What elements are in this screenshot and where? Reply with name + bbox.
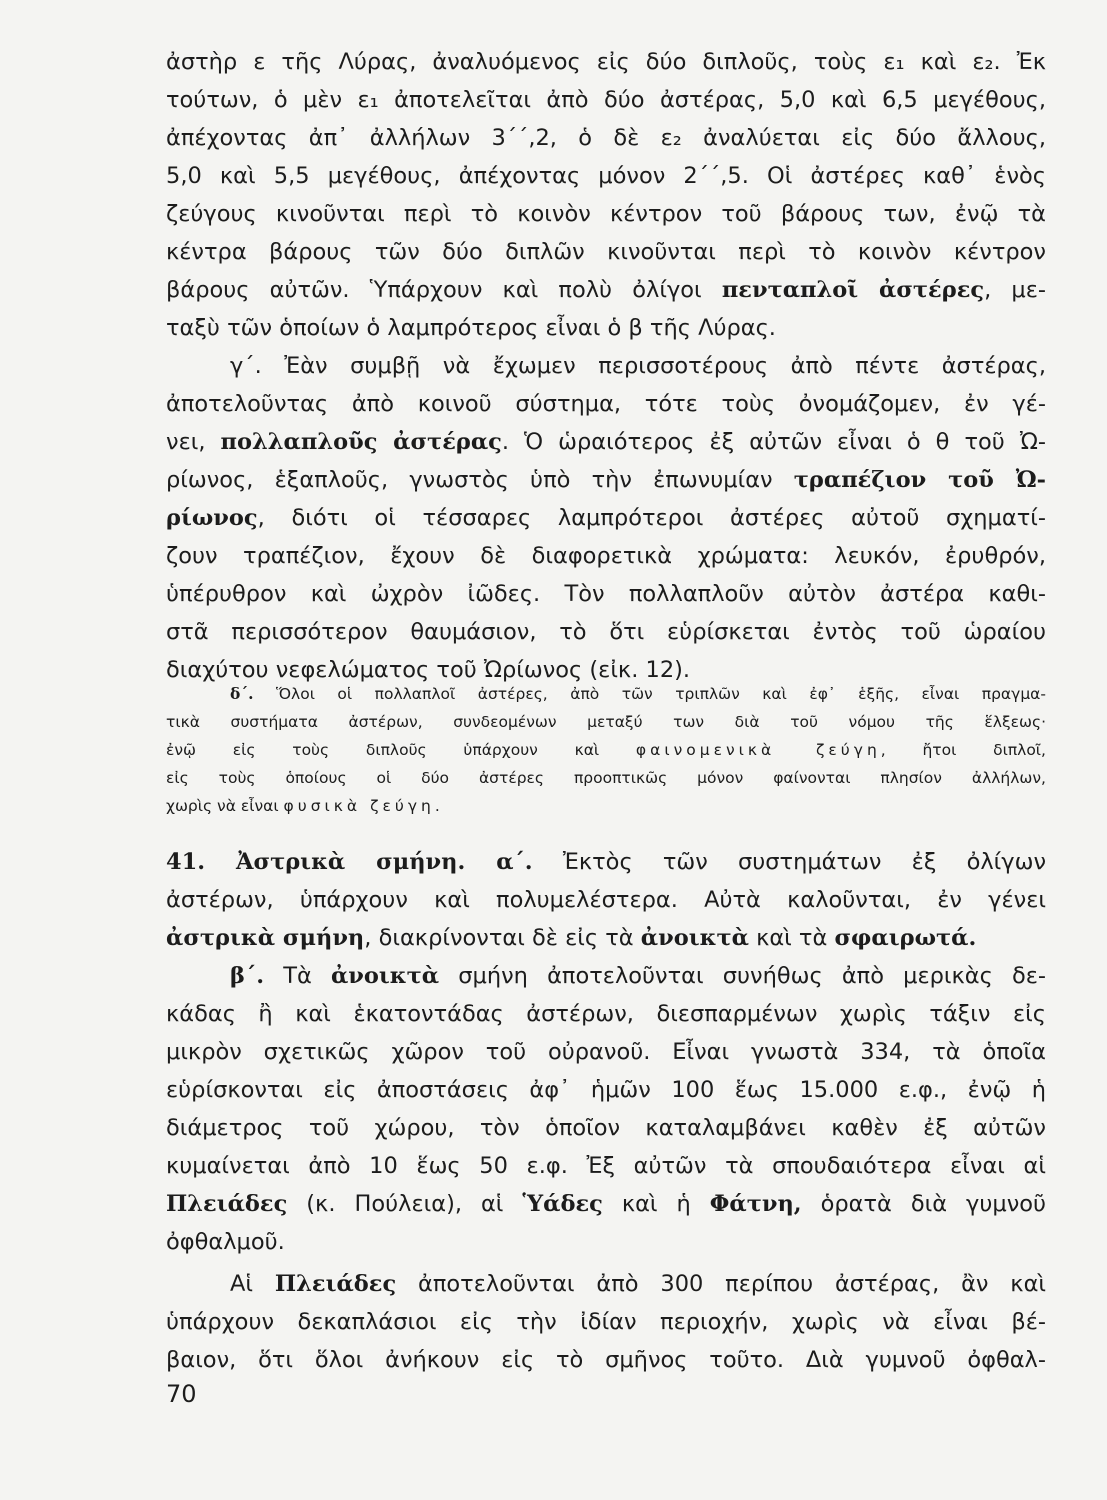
text-run: (κ. Πούλεια), αἱ <box>306 1191 504 1217</box>
text-line: κυμαίνεται ἀπὸ 10 ἕως 50 ε.φ. Ἐξ αὐτῶν τὰ σπουδαιότερα εἶναι αἱ <box>166 1153 1046 1179</box>
text-line: κέντρα βάρους τῶν δύο διπλῶν κινοῦνται περὶ τὸ κοινὸν κέντρον <box>166 239 1046 265</box>
section-heading-line <box>166 844 1046 880</box>
section-heading: 41. Ἀστρικὰ σμήνη. α΄. <box>166 849 533 875</box>
text-run: ρίωνος, ἑξαπλοῦς, γνωστὸς ὑπὸ τὴν ἐπωνυμίαν <box>166 467 773 493</box>
text-run: Ὅλοι οἱ πολλαπλοῖ ἀστέρες, ἀπὸ τῶν τριπλῶν καὶ ἐφ᾽ ἑξῆς, εἶναι πραγμα- <box>276 685 1046 703</box>
text-line: εὑρίσκονται εἰς ἀποστάσεις ἀφ᾽ ἡμῶν 100 ἕως 15.000 ε.φ., ἐνῷ ἡ <box>166 1077 1046 1103</box>
text-run: , με- <box>984 277 1046 303</box>
bold-term: Φάτνη, <box>709 1191 802 1217</box>
bold-term: ἀνοικτὰ <box>640 925 749 951</box>
text-line: διαχύτου νεφελώματος τοῦ Ὠρίωνος (εἰκ. 12). <box>166 657 691 683</box>
text-line: διάμετρος τοῦ χώρου, τὸν ὁποῖον καταλαμβάνει καθὲν ἐξ αὐτῶν <box>166 1115 1046 1141</box>
text-run: ὁρατὰ διὰ γυμνοῦ <box>820 1191 1046 1217</box>
bold-term: ρίωνος <box>166 505 258 531</box>
text-line <box>166 920 1046 956</box>
text-line <box>166 500 1046 536</box>
bold-term: δ΄. <box>230 684 254 703</box>
text-line: ἀπέχοντας ἀπ᾽ ἀλλήλων 3΄΄,2, ὁ δὲ ε₂ ἀναλύεται εἰς δύο ἄλλους, <box>166 125 1046 151</box>
text-line: τούτων, ὁ μὲν ε₁ ἀποτελεῖται ἀπὸ δύο ἀστέρας, 5,0 καὶ 6,5 μεγέθους, <box>166 87 1046 113</box>
text-run: . Ὁ ὡραιότερος ἐξ αὐτῶν εἶναι ὁ θ τοῦ Ὠ- <box>501 429 1046 455</box>
text-line <box>166 1266 1046 1302</box>
text-run: νει, <box>166 429 206 455</box>
text-line: ἀποτελοῦντας ἀπὸ κοινοῦ σύστημα, τότε τοὺς ὀνομάζομεν, ἐν γέ- <box>166 391 1046 417</box>
text-line: ὑπέρυθρον καὶ ὠχρὸν ἰῶδες. Τὸν πολλαπλοῦν αὐτὸν ἀστέρα καθι- <box>166 581 1046 607</box>
text-line <box>166 681 1046 707</box>
text-line: κάδας ἢ καὶ ἑκατοντάδας ἀστέρων, διεσπαρμένων χωρὶς τάξιν εἰς <box>166 1001 1046 1027</box>
text-line: ὑπάρχουν δεκαπλάσιοι εἰς τὴν ἰδίαν περιοχήν, χωρὶς νὰ εἶναι βέ- <box>166 1309 1046 1335</box>
text-run: Αἱ <box>230 1271 254 1297</box>
bold-term: β΄. <box>230 963 265 989</box>
text-line <box>166 1186 1046 1222</box>
text-run: ἀποτελοῦνται ἀπὸ 300 περίπου ἀστέρας, ἂν καὶ <box>418 1271 1046 1297</box>
text-run: ἐνῷ εἰς τοὺς διπλοῦς ὑπάρχουν καὶ <box>166 741 600 759</box>
spaced-term: φυσικὰ ζεύγη. <box>283 797 444 815</box>
text-line: ἀστέρων, ὑπάρχουν καὶ πολυμελέστερα. Αὐτὰ καλοῦνται, ἐν γένει <box>166 887 1046 913</box>
text-run: βάρους αὐτῶν. Ὑπάρχουν καὶ πολὺ ὀλίγοι <box>166 277 702 303</box>
text-line: βαιον, ὅτι ὅλοι ἀνήκουν εἰς τὸ σμῆνος τοῦτο. Διὰ γυμνοῦ ὀφθαλ- <box>166 1347 1046 1373</box>
text-run: , ἤτοι διπλοῖ, <box>880 741 1046 759</box>
text-line <box>166 424 1046 460</box>
text-line: μικρὸν σχετικῶς χῶρον τοῦ οὐρανοῦ. Εἶναι γνωστὰ 334, τὰ ὁποῖα <box>166 1039 1046 1065</box>
text-run: καὶ τὰ <box>756 925 828 951</box>
bold-term: Ὑάδες <box>522 1191 603 1217</box>
text-line: ὀφθαλμοῦ. <box>166 1229 285 1255</box>
bold-term: σφαιρωτά. <box>834 925 977 951</box>
text-run: Τὰ <box>283 963 312 989</box>
text-line: εἰς τοὺς ὁποίους οἱ δύο ἀστέρες προοπτικῶς μόνον φαίνονται πλησίον ἀλλήλων, <box>166 769 1046 787</box>
text-line: ζεύγους κινοῦνται περὶ τὸ κοινὸν κέντρον τοῦ βάρους των, ἐνῷ τὰ <box>166 201 1046 227</box>
text-line: ἀστὴρ ε τῆς Λύρας, ἀναλυόμενος εἰς δύο διπλοῦς, τοὺς ε₁ καὶ ε₂. Ἐκ <box>166 49 1046 75</box>
text-run: , διότι οἱ τέσσαρες λαμπρότεροι ἀστέρες αὐτοῦ σχηματί- <box>257 505 1046 531</box>
bold-term: Πλειάδες <box>274 1271 397 1297</box>
spaced-term: φαινομενικὰ ζεύγη <box>635 741 881 759</box>
text-line <box>166 462 1046 498</box>
text-line <box>166 737 1046 763</box>
text-line: 5,0 καὶ 5,5 μεγέθους, ἀπέχοντας μόνον 2΄΄,5. Οἱ ἀστέρες καθ᾽ ἑνὸς <box>166 163 1046 189</box>
text-run: χωρὶς νὰ εἶναι <box>166 797 279 815</box>
page-number: 70 <box>166 1380 197 1408</box>
text-line <box>166 958 1046 994</box>
text-line <box>166 272 1046 308</box>
bold-term: πολλαπλοῦς ἀστέρας <box>220 429 502 455</box>
text-line: τικὰ συστήματα ἀστέρων, συνδεομένων μεταξύ των διὰ τοῦ νόμου τῆς ἕλξεως· <box>166 713 1046 731</box>
bold-term: τραπέζιον τοῦ Ὠ- <box>793 467 1046 493</box>
text-run: καὶ ἡ <box>621 1191 691 1217</box>
bold-term: ἀστρικὰ σμήνη <box>166 925 365 951</box>
bold-term: πενταπλοῖ ἀστέρες <box>721 277 985 303</box>
text-run: Ἐκτὸς τῶν συστημάτων ἐξ ὀλίγων <box>562 849 1046 875</box>
text-line: ταξὺ τῶν ὁποίων ὁ λαμπρότερος εἶναι ὁ β τῆς Λύρας. <box>166 315 776 341</box>
text-run: , διακρίνονται δὲ εἰς τὰ <box>364 925 634 951</box>
bold-term: ἀνοικτὰ <box>330 963 440 989</box>
text-line: γ΄. Ἐὰν συμβῇ νὰ ἔχωμεν περισσοτέρους ἀπὸ πέντε ἀστέρας, <box>230 353 1046 379</box>
text-line: ζουν τραπέζιον, ἔχουν δὲ διαφορετικὰ χρώματα: λευκόν, ἐρυθρόν, <box>166 543 1046 569</box>
text-line <box>166 793 1046 819</box>
text-line: στᾶ περισσότερον θαυμάσιον, τὸ ὅτι εὑρίσκεται ἐντὸς τοῦ ὡραίου <box>166 619 1046 645</box>
text-run: σμήνη ἀποτελοῦνται συνήθως ἀπὸ μερικὰς δε- <box>458 963 1046 989</box>
bold-term: Πλειάδες <box>166 1191 288 1217</box>
